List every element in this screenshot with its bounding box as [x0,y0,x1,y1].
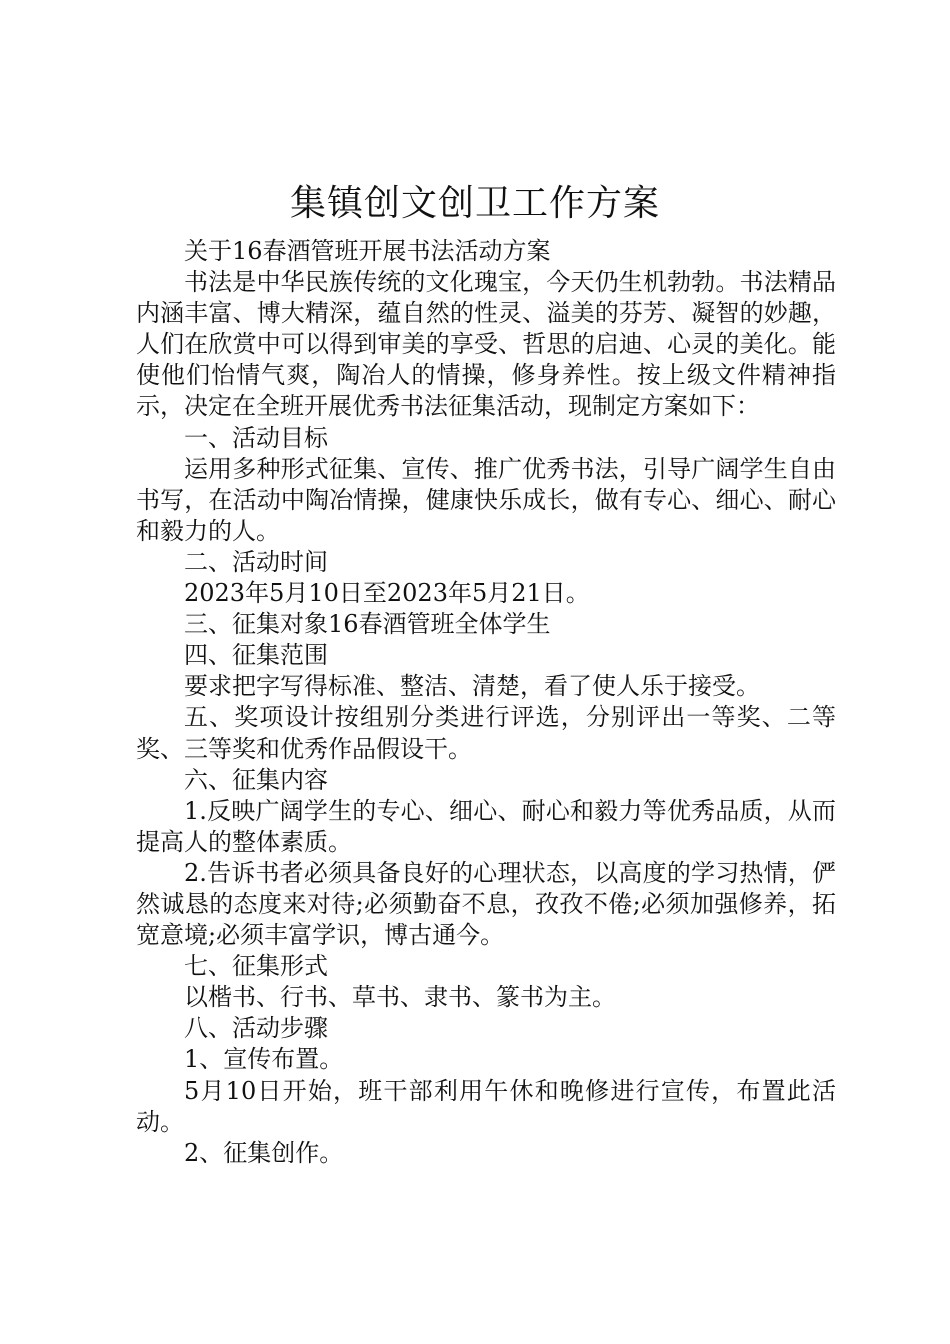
step-heading-1: 1、宣传布置。 [184,1045,344,1074]
paragraph-scope: 要求把字写得标准、整洁、清楚，看了使人乐于接受。 [184,672,760,701]
section-heading-steps: 八、活动步骤 [184,1014,328,1043]
paragraph-content-2: 2.告诉书者必须具备良好的心理状态，以高度的学习热情，俨然诚恳的态度来对待;必须勤奋不息，孜孜不倦;必须加强修养，拓宽意境;必须丰富学识，博古通今。 [136,858,836,950]
paragraph-step-1: 5月10日开始，班干部利用午休和晚修进行宣传，布置此活动。 [136,1076,836,1136]
section-heading-time: 二、活动时间 [184,547,328,576]
paragraph-form: 以楷书、行书、草书、隶书、篆书为主。 [184,983,616,1012]
document-body [136,236,836,1169]
section-heading-target: 三、征集对象16春酒管班全体学生 [184,610,551,639]
step-heading-2: 2、征集创作。 [184,1138,344,1167]
section-heading-form: 七、征集形式 [184,952,328,981]
section-heading-content: 六、征集内容 [184,765,328,794]
paragraph-time: 2023年5月10日至2023年5月21日。 [184,579,590,608]
paragraph-heading-intro: 关于16春酒管班开展书法活动方案 [184,237,551,265]
section-heading-scope: 四、征集范围 [184,641,328,670]
paragraph-goal: 运用多种形式征集、宣传、推广优秀书法，引导广阔学生自由书写，在活动中陶冶情操，健康快乐成长，做有专心、细心、耐心和毅力的人。 [136,454,836,545]
paragraph-introduction: 书法是中华民族传统的文化瑰宝，今天仍生机勃勃。书法精品内涵丰富、博大精深，蕴自然的性灵、溢美的芬芳、凝智的妙趣，人们在欣赏中可以得到审美的享受、哲思的启迪、心灵的美化。能使他们怡情气爽，陶冶人的情操，修身养性。按上级文件精神指示，决定在全班开展优秀书法征集活动，现制定方案如下： [136,268,836,421]
section-heading-goal: 一、活动目标 [184,423,328,452]
document-title: 集镇创文创卫工作方案 [289,183,660,224]
paragraph-awards: 五、奖项设计按组别分类进行评选，分别评出一等奖、二等奖、三等奖和优秀作品假设干。 [136,703,836,763]
paragraph-content-1: 1.反映广阔学生的专心、细心、耐心和毅力等优秀品质，从而提高人的整体素质。 [136,796,836,856]
